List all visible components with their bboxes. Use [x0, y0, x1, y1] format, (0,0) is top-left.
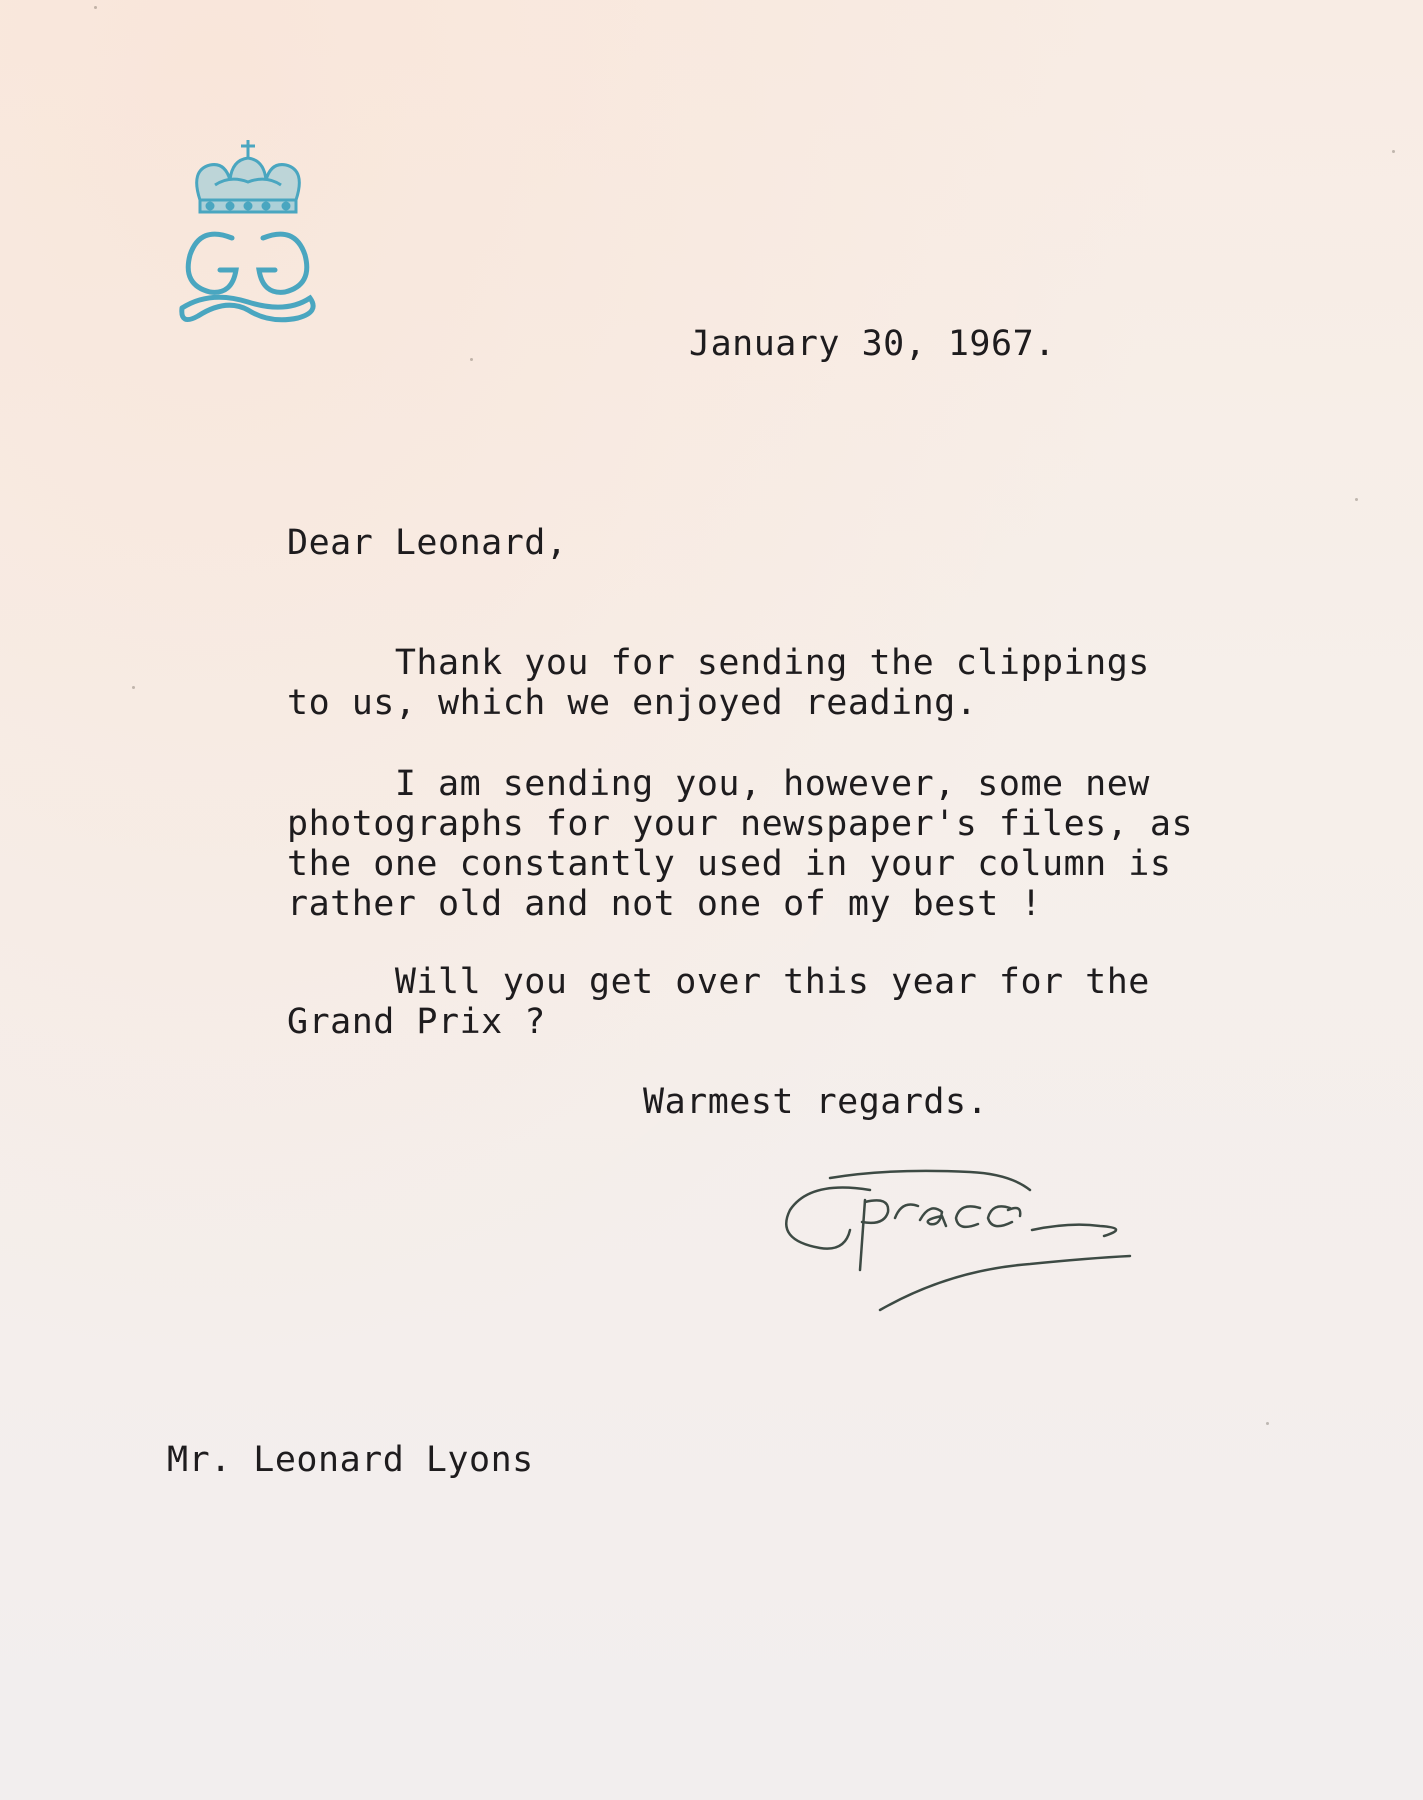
- paper-speck: [1392, 150, 1395, 153]
- paper-speck: [1266, 1422, 1269, 1425]
- crown-icon: [197, 140, 300, 212]
- paper-speck: [1355, 498, 1358, 501]
- closing: Warmest regards.: [643, 1082, 989, 1122]
- paper-speck: [470, 358, 473, 361]
- monogram-icon: [182, 234, 313, 320]
- paragraph-photographs: I am sending you, however, some new photographs for your newspaper's files, as the one constantly used in your column is rather old and not one of my best !: [287, 764, 1194, 924]
- recipient-name: Mr. Leonard Lyons: [167, 1440, 534, 1480]
- crown-monogram-crest: [170, 130, 325, 330]
- paragraph-grand-prix: Will you get over this year for the Grand Prix ?: [287, 962, 1150, 1042]
- letter-date: January 30, 1967.: [689, 324, 1056, 364]
- handwritten-signature: [770, 1160, 1240, 1340]
- paper-speck: [94, 6, 97, 9]
- salutation: Dear Leonard,: [287, 523, 568, 563]
- paragraph-clippings: Thank you for sending the clippings to us, which we enjoyed reading.: [287, 643, 1150, 723]
- paper-speck: [132, 686, 135, 689]
